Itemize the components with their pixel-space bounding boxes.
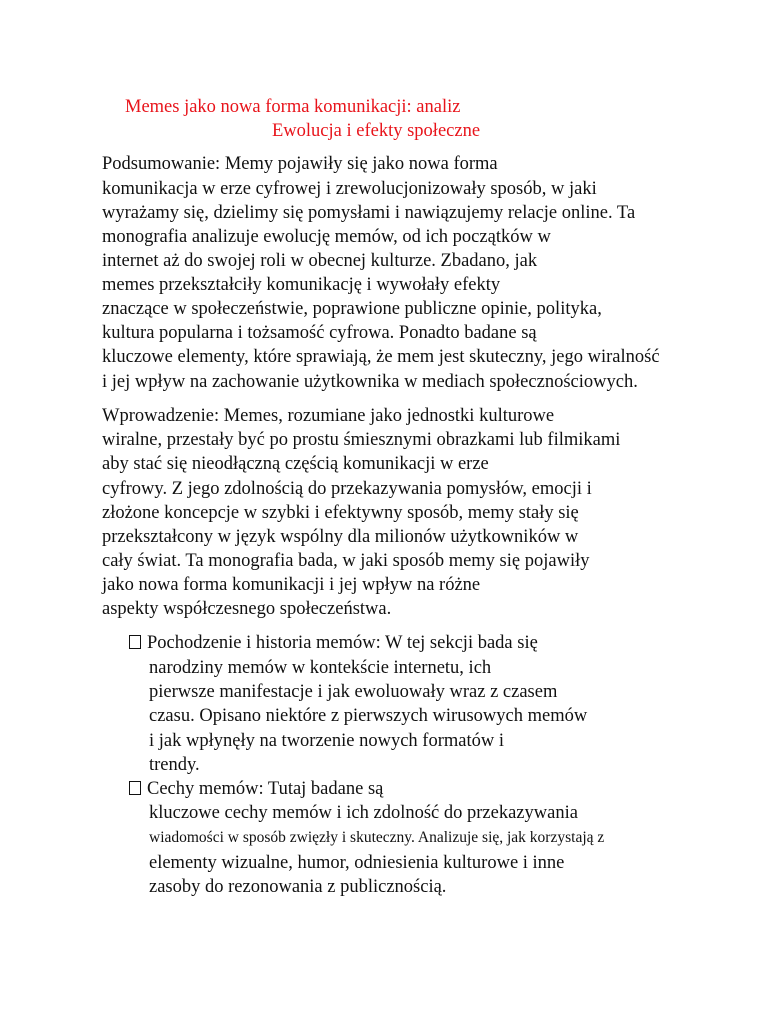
introduction-line: przekształcony w język wspólny dla milionów użytkowników w (102, 527, 579, 547)
bullet-line: i jak wpłynęły na tworzenie nowych formatów i (149, 731, 504, 751)
introduction-line: jako nowa forma komunikacji i jej wpływ na różne (102, 575, 481, 595)
summary-line: komunikacja w erze cyfrowej i zrewolucjonizowały sposób, w jaki (102, 179, 597, 199)
summary-line: znaczące w społeczeństwie, poprawione publiczne opinie, polityka, (102, 299, 602, 319)
bullet-line: pierwsze manifestacje i jak ewoluowały wraz z czasem (149, 682, 558, 702)
summary-line: memes przekształciły komunikację i wywołały efekty (102, 275, 501, 295)
bullet-line (129, 777, 383, 801)
bullet-box-icon (129, 781, 141, 795)
document-title-line-2: Ewolucja i efekty społeczne (272, 121, 481, 141)
bullet-line: zasoby do rezonowania z publicznością. (149, 877, 447, 897)
document-title-line-1: Memes jako nowa forma komunikacji: analiz (125, 97, 461, 117)
summary-line: monografia analizuje ewolucję memów, od ich początków w (102, 227, 551, 247)
introduction-line: cyfrowy. Z jego zdolnością do przekazywania pomysłów, emocji i (102, 479, 592, 499)
summary-line: i jej wpływ na zachowanie użytkownika w mediach społecznościowych. (102, 372, 638, 392)
introduction-line: aby stać się nieodłączną częścią komunikacji w erze (102, 454, 489, 474)
bullet-line: wiadomości w sposób zwięzły i skuteczny. Analizuje się, jak korzystają z (149, 829, 605, 846)
bullet-line: elementy wizualne, humor, odniesienia kulturowe i inne (149, 853, 565, 873)
introduction-line: wiralne, przestały być po prostu śmiesznymi obrazkami lub filmikami (102, 430, 621, 450)
summary-line: internet aż do swojej roli w obecnej kulturze. Zbadano, jak (102, 251, 538, 271)
bullet-line (129, 631, 538, 655)
bullet-line: kluczowe cechy memów i ich zdolność do przekazywania (149, 803, 578, 823)
bullet-line: narodziny memów w kontekście internetu, ich (149, 658, 492, 678)
bullet-line: trendy. (149, 755, 200, 775)
summary-line: kluczowe elementy, które sprawiają, że mem jest skuteczny, jego wiralność (102, 347, 660, 367)
summary-line: kultura popularna i tożsamość cyfrowa. Ponadto badane są (102, 323, 537, 343)
introduction-line: Wprowadzenie: Memes, rozumiane jako jednostki kulturowe (102, 406, 555, 426)
bullet-line: czasu. Opisano niektóre z pierwszych wirusowych memów (149, 706, 588, 726)
introduction-line: złożone koncepcje w szybki i efektywny sposób, memy stały się (102, 503, 579, 523)
summary-line: wyrażamy się, dzielimy się pomysłami i nawiązujemy relacje online. Ta (102, 203, 636, 223)
introduction-line: aspekty współczesnego społeczeństwa. (102, 599, 392, 619)
bullet-text: Pochodzenie i historia memów: W tej sekcji bada się (147, 633, 538, 653)
bullet-box-icon (129, 635, 141, 649)
summary-line: Podsumowanie: Memy pojawiły się jako nowa forma (102, 154, 498, 174)
introduction-line: cały świat. Ta monografia bada, w jaki sposób memy się pojawiły (102, 551, 590, 571)
bullet-text: Cechy memów: Tutaj badane są (147, 779, 384, 799)
